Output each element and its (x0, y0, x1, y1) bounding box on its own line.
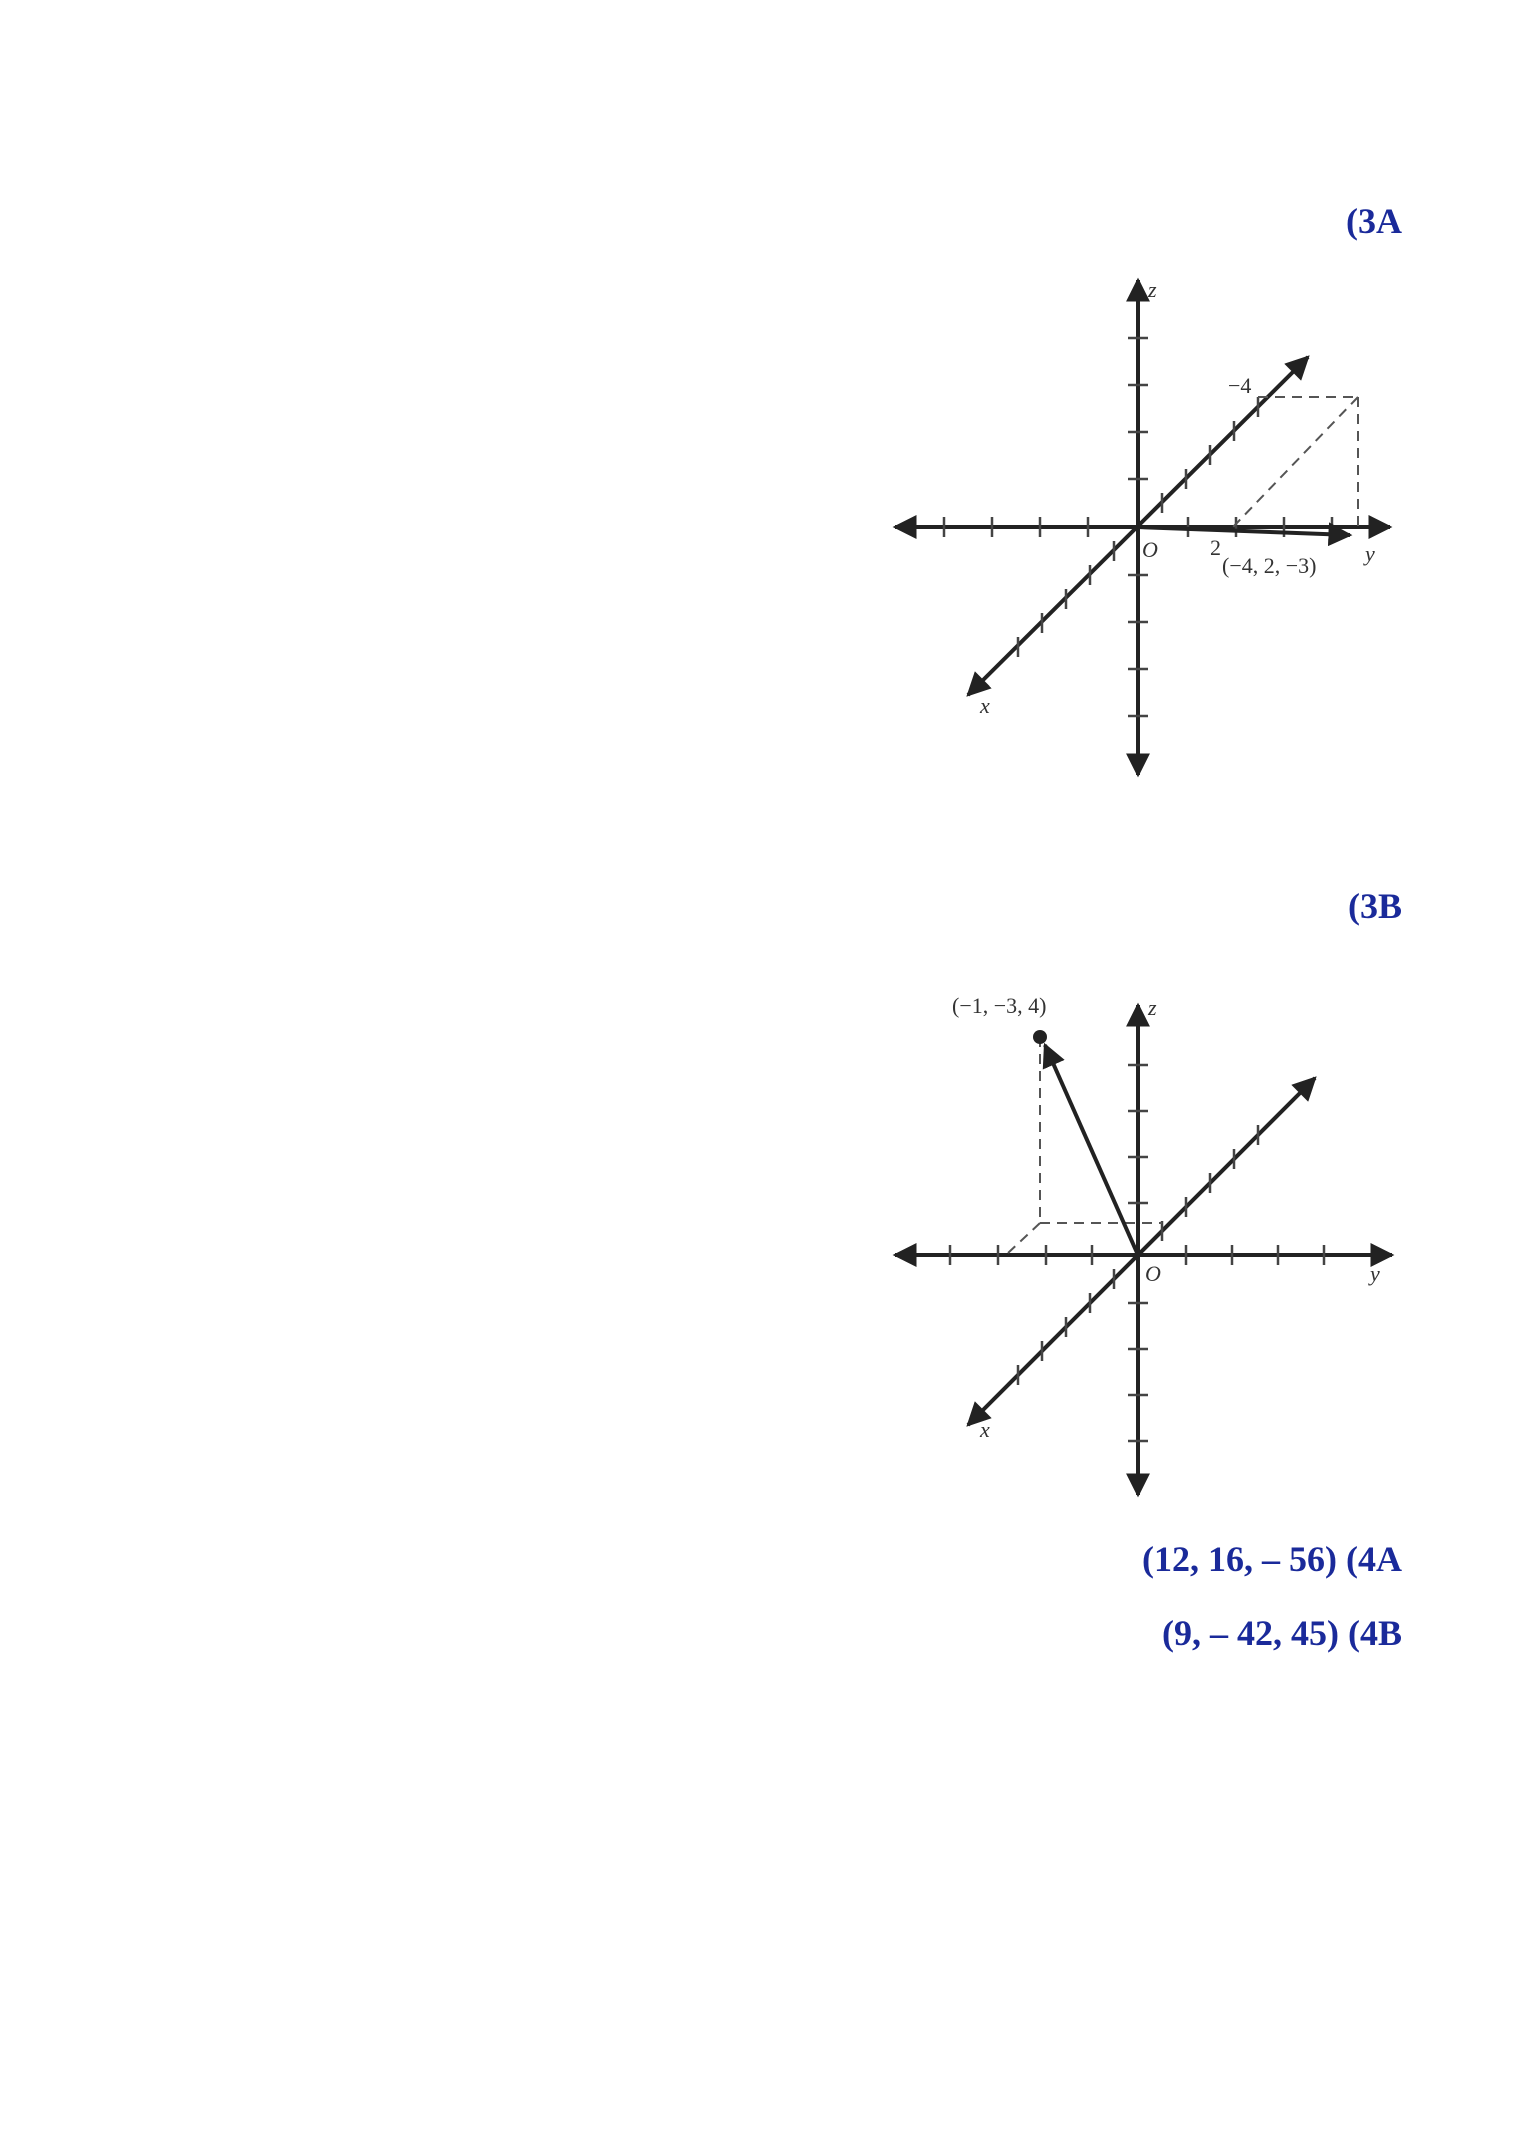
point-label-3a: (−4, 2, −3) (1222, 553, 1317, 578)
figure-3b-diagram (880, 985, 1400, 1505)
z-axis-label: z (1148, 995, 1157, 1020)
tick-label-x: −4 (1228, 373, 1252, 398)
point-marker-3b (1033, 1030, 1047, 1044)
origin-label: O (1145, 1261, 1161, 1286)
origin-label: O (1142, 537, 1158, 562)
projection-lines (1233, 397, 1358, 527)
tick-label-y: 2 (1210, 535, 1221, 560)
x-axis-label: x (980, 1417, 990, 1442)
y-axis-label: y (1365, 541, 1375, 566)
answer-4a: (12, 16, – 56) (4A (1142, 1539, 1402, 1579)
answer-4b: (9, – 42, 45) (4B (1162, 1613, 1402, 1653)
y-axis-label: y (1370, 1261, 1380, 1286)
z-axis-label: z (1148, 277, 1157, 302)
figure-3b-label: (3B (1348, 886, 1402, 926)
x-axis (968, 1078, 1315, 1425)
figure-3a-diagram (880, 265, 1400, 785)
point-label-3b: (−1, −3, 4) (952, 993, 1047, 1018)
figure-3a-label: (3A (1346, 201, 1402, 241)
x-axis-label: x (980, 693, 990, 718)
